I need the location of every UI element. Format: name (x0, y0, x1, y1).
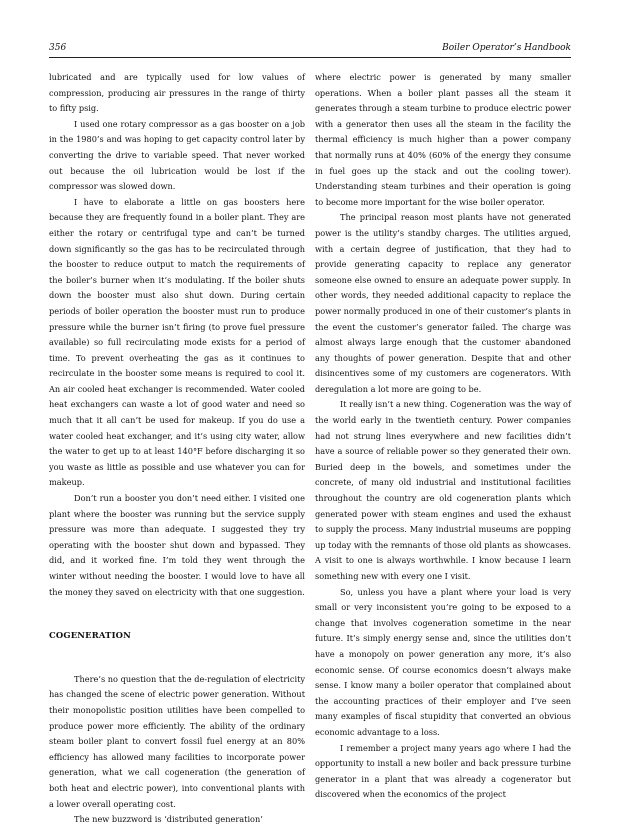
paragraph: I have to elaborate a little on gas boosters here because they are frequently found in a boiler plant. They are either the rotary or centrifugal type and can’t be turned down significantly so the gas has to be recirculated through the booster to reduce output to match the requirements of the boiler’s burner when it’s modulating. If the boiler shuts down the booster must also shut down. During certain periods of boiler operation the booster must run to produce pressure while the burner isn’t firing (to prove fuel pressure available) so full recirculating mode exists for a period of time. To prevent overheating the gas as it continues to recirculate in the booster some means is required to cool it. An air cooled heat exchanger is recommended. Water cooled heat exchangers can waste a lot of good water and need so much that it all can’t be used for makeup. If you do use a water cooled heat exchanger, and it’s using city water, allow the water to get up to at least 140°F before discharging it so you waste as little as possible and use whatever you can for makeup. (49, 196, 305, 488)
section-heading: COGENERATION (49, 630, 132, 641)
paragraph: So, unless you have a plant where your load is very small or very inconsistent you’re going to be exposed to a change that involves cogeneration sometime in the near future. It’s simply energy sense and, since the utilities don’t have a monopoly on power generation any more, it’s also economic sense. Of course economics doesn’t always make sense. I know many a boiler operator that complained about the accounting practices of their employer and I’ve seen many examples of fiscal stupidity that converted an obvious economic advantage to a loss. (315, 586, 571, 737)
paragraph: where electric power is generated by many smaller operations. When a boiler plant passes all the steam it generates through a steam turbine to produce electric power with a generator then uses all the steam in the facility the thermal efficiency is much higher than a power company that normally runs at 40% (60% of the energy they consume in fuel goes up the stack and out the cooling tower). Understanding steam turbines and their operation is going to become more important for the wise boiler operator. (315, 72, 571, 207)
paragraph: The principal reason most plants have not generated power is the utility’s standby charges. The utilities argued, with a certain degree of justification, that they had to provide generating capacity to replace any generator someone else owned to ensure an adequate power supply. In other words, they needed additional capacity to replace the power normally produced in one of their customer’s plants in the event the customer’s generator failed. The charge was almost always large enough that the customer abandoned any thoughts of power generation. Despite that and other disincentives some of my customers are cogenerators. With deregulation a lot more are going to be. (315, 212, 571, 394)
book-title: Boiler Operator’s Handbook (442, 43, 571, 53)
paragraph: The new buzzword is ‘distributed generation’ (74, 814, 263, 825)
right-column (315, 70, 571, 803)
paragraph: It really isn’t a new thing. Cogeneration was the way of the world early in the twentieth century. Power companies had not strung lines everywhere and new facilities didn’t have a source of reliable power so they generated their own. Buried deep in the bowels, and sometimes under the concrete, of many old industrial and institutional facilities throughout the country are old cogeneration plants which generated power with steam engines and used the exhaust to supply the process. Many industrial museums are popping up today with the remnants of those old plants as showcases. A visit to one is always worthwhile. I know because I learn something new with every one I visit. (315, 399, 571, 581)
header-rule (49, 57, 571, 58)
left-column (49, 70, 305, 828)
paragraph: lubricated and are typically used for low values of compression, producing air pressures in the range of thirty to fifty psig. (49, 72, 305, 114)
paragraph: Don’t run a booster you don’t need either. I visited one plant where the booster was running but the service supply pressure was more than adequate. I suggested they try operating with the booster shut down and bypassed. They did, and it worked fine. I’m told they went through the winter without needing the booster. I would love to have all the money they saved on electricity with that one suggestion. (49, 493, 305, 597)
paragraph: There’s no question that the de-regulation of electricity has changed the scene of electric power generation. Without their monopolistic position utilities have been compelled to produce power more efficiently. The ability of the ordinary steam boiler plant to convert fossil fuel energy at an 80% efficiency has allowed many facilities to incorporate power generation, what we call cogeneration (the generation of both heat and electric power), into conventional plants with a lower overall operating cost. (49, 673, 305, 809)
page-number: 356 (49, 43, 67, 53)
paragraph: I remember a project many years ago where I had the opportunity to install a new boiler and back pressure turbine generator in a plant that was already a cogenerator but discovered when the economics of the project (315, 742, 571, 800)
paragraph: I used one rotary compressor as a gas booster on a job in the 1980’s and was hoping to get capacity control later by converting the drive to variable speed. That never worked out because the oil lubrication would be lost if the compressor was slowed down. (49, 118, 305, 192)
